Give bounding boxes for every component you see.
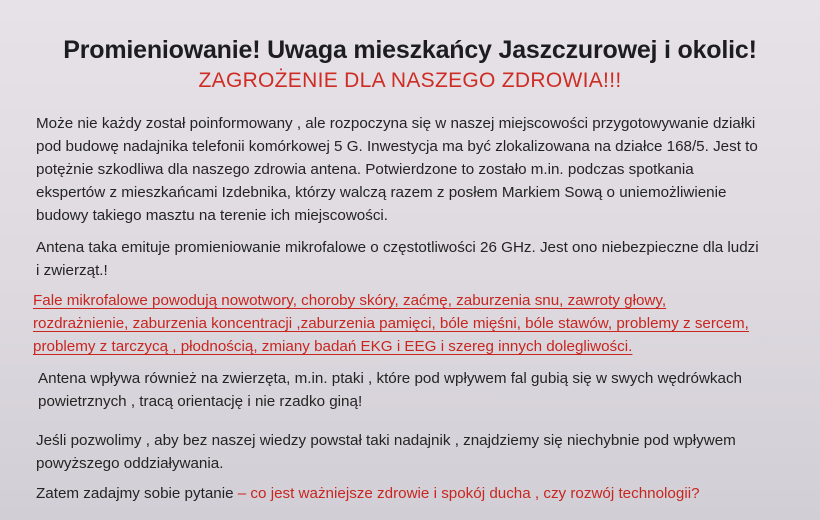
paragraph-line: Antena wpływa również na zwierzęta, m.in. ptaki , które pod wpływem fal gubią się w swych wędrówkach [38,370,742,387]
underlined-line [33,312,749,335]
paragraph-line: Może nie każdy został poinformowany , ale rozpoczyna się w naszej miejscowości przygotowywanie działki [36,115,756,132]
underlined-text: Fale mikrofalowe powodują nowotwory, choroby skóry, zaćmę, zaburzenia snu, zawroty głowy, [33,292,667,309]
paragraph-line: budowy takiego masztu na terenie ich miejscowości. [36,207,389,224]
paragraph-health-effects [33,289,749,358]
paragraph-line: ekspertów z mieszkańcami Izdebnika, którzy walczą razem z posłem Markiem Sową o uniemożliwienie [36,184,727,201]
underlined-line [33,289,749,312]
paragraph-line: Jeśli pozwolimy , aby bez naszej wiedzy powstał taki nadajnik , znajdziemy się niechybnie pod wpływem [36,432,736,449]
underlined-text: rozdrażnienie, zaburzenia koncentracji ,zaburzenia pamięci, bóle mięśni, bóle stawów, problemy z sercem, [33,315,749,332]
paragraph-line: i zwierząt.! [36,262,108,279]
underlined-line [33,335,749,358]
paragraph-line: Antena taka emituje promieniowanie mikrofalowe o częstotliwości 26 GHz. Jest ono niebezpieczne dla ludzi [36,239,759,256]
page-title: Promieniowanie! Uwaga mieszkańcy Jaszczurowej i okolic! [63,35,757,64]
underlined-text: problemy z tarczycą , płodnością, zmiany badań EKG i EEG i szereg innych dolegliwości. [33,338,633,355]
paragraph-line: powyższego oddziaływania. [36,455,224,472]
closing-lead: Zatem zadajmy sobie pytanie [36,485,238,502]
paragraph-investment [36,112,758,227]
warning-subtitle: ZAGROŻENIE DLA NASZEGO ZDROWIA!!! [198,69,622,92]
closing-question [36,482,700,505]
paragraph-animals [38,367,742,413]
paragraph-radiation [36,236,759,282]
closing-emphasis: – co jest ważniejsze zdrowie i spokój ducha , czy rozwój technologii? [237,485,700,502]
paragraph-line: potężnie szkodliwa dla naszego zdrowia antena. Potwierdzone to zostało m.in. podczas spotkania [36,161,694,178]
paragraph-line: pod budowę nadajnika telefonii komórkowej 5 G. Inwestycja ma być zlokalizowana na działce 168/5. Jest to [36,138,758,155]
paragraph-line: powietrznych , tracą orientację i nie rzadko giną! [38,393,363,410]
paragraph-consequence [36,429,736,475]
